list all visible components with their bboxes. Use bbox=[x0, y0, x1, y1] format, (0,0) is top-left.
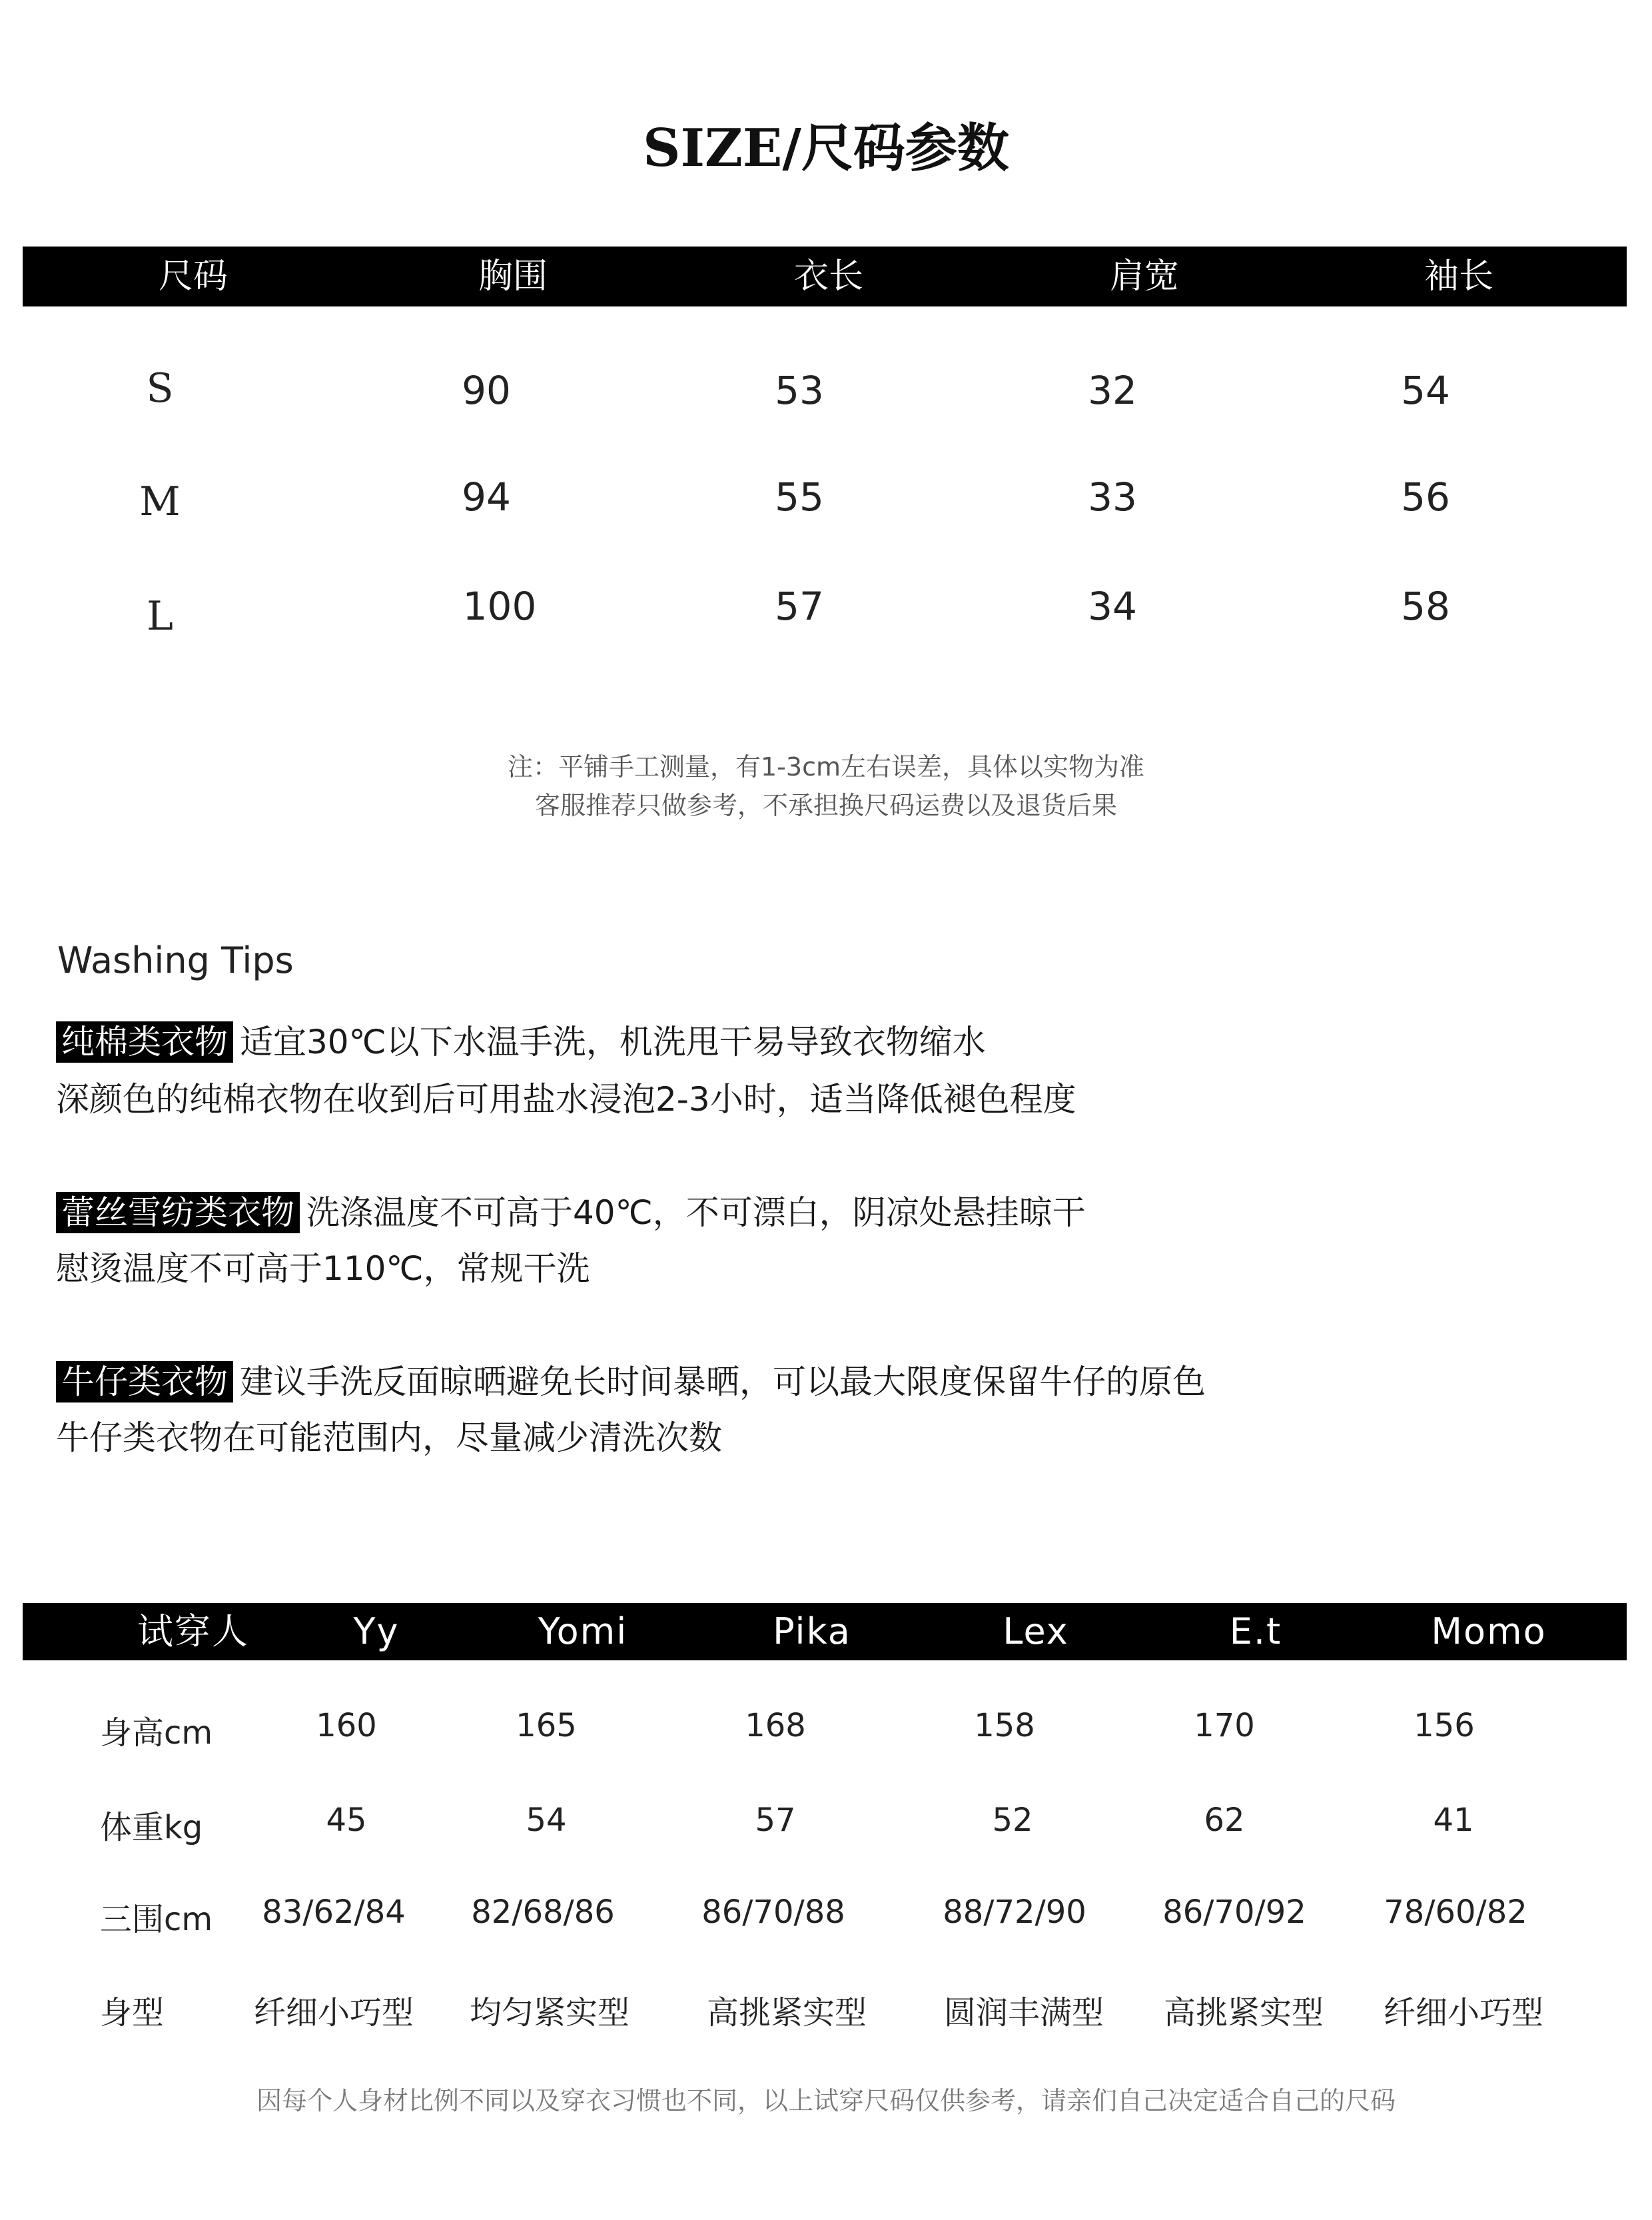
header-length: 衣长 bbox=[793, 257, 863, 296]
washing-text: 适宜30℃以下水温手洗，机洗甩干易导致衣物缩水 bbox=[240, 1023, 986, 1061]
washing-line bbox=[56, 1186, 1086, 1234]
fabric-tag-lace-chiffon: 蕾丝雪纺类衣物 bbox=[56, 1192, 300, 1233]
sleeve-cell: 54 bbox=[1401, 368, 1450, 413]
fit-cell: 高挑紧实型 bbox=[1163, 1994, 1324, 2031]
fit-cell: 158 bbox=[974, 1707, 1035, 1744]
fit-cell: 160 bbox=[316, 1707, 377, 1744]
length-cell: 53 bbox=[775, 368, 824, 413]
fit-cell: 纤细小巧型 bbox=[253, 1994, 414, 2031]
chest-cell: 94 bbox=[462, 474, 511, 520]
fit-cell: 165 bbox=[516, 1707, 577, 1744]
header-model: Yy bbox=[353, 1610, 400, 1652]
size-cell: M bbox=[139, 478, 181, 525]
shoulder-cell: 32 bbox=[1088, 368, 1137, 413]
chest-cell: 90 bbox=[462, 368, 511, 413]
fit-cell: 54 bbox=[526, 1802, 567, 1839]
fit-cell: 168 bbox=[745, 1707, 806, 1744]
header-model: E.t bbox=[1229, 1610, 1282, 1652]
row-label: 身高cm bbox=[100, 1714, 213, 1752]
sleeve-cell: 58 bbox=[1401, 584, 1450, 629]
row-label: 体重kg bbox=[100, 1809, 203, 1846]
size-table-header bbox=[23, 247, 1627, 306]
fit-cell: 82/68/86 bbox=[471, 1894, 615, 1931]
fabric-tag-denim: 牛仔类衣物 bbox=[56, 1361, 233, 1402]
washing-line bbox=[56, 1015, 986, 1063]
washing-text: 洗涤温度不可高于40℃，不可漂白，阴凉处悬挂晾干 bbox=[306, 1193, 1086, 1232]
recommendation-note: 客服推荐只做参考，不承担换尺码运费以及退货后果 bbox=[534, 791, 1117, 820]
fit-cell: 高挑紧实型 bbox=[706, 1994, 867, 2031]
header-size: 尺码 bbox=[158, 257, 228, 296]
header-model: Lex bbox=[1003, 1610, 1069, 1652]
fit-cell: 57 bbox=[755, 1802, 796, 1839]
header-tester: 试穿人 bbox=[137, 1610, 249, 1652]
fit-cell: 86/70/88 bbox=[701, 1894, 845, 1931]
fit-cell: 88/72/90 bbox=[943, 1894, 1086, 1931]
fabric-tag-cotton: 纯棉类衣物 bbox=[56, 1021, 233, 1063]
header-model: Yomi bbox=[538, 1610, 628, 1652]
washing-text: 慰烫温度不可高于110℃，常规干洗 bbox=[56, 1249, 590, 1288]
measurement-note: 注：平铺手工测量，有1-3cm左右误差，具体以实物为准 bbox=[508, 752, 1144, 782]
washing-text: 深颜色的纯棉衣物在收到后可用盐水浸泡2-3小时，适当降低褪色程度 bbox=[56, 1080, 1076, 1119]
fit-cell: 41 bbox=[1433, 1802, 1474, 1839]
fit-cell: 62 bbox=[1204, 1802, 1245, 1839]
row-label: 身型 bbox=[100, 1994, 165, 2031]
footer-note: 因每个人身材比例不同以及穿衣习惯也不同，以上试穿尺码仅供参考，请亲们自己决定适合自己的尺码 bbox=[256, 2086, 1396, 2115]
fit-cell: 86/70/92 bbox=[1162, 1894, 1306, 1931]
header-sleeve: 袖长 bbox=[1424, 257, 1493, 296]
shoulder-cell: 34 bbox=[1088, 584, 1137, 629]
washing-text: 牛仔类衣物在可能范围内，尽量减少清洗次数 bbox=[56, 1418, 722, 1457]
header-model: Momo bbox=[1431, 1610, 1547, 1652]
fit-cell: 圆润丰满型 bbox=[943, 1994, 1104, 2031]
washing-tips-heading: Washing Tips bbox=[57, 939, 294, 981]
page-title: SIZE/尺码参数 bbox=[643, 118, 1009, 179]
fit-table-header bbox=[23, 1603, 1627, 1660]
length-cell: 57 bbox=[775, 584, 824, 629]
fit-cell: 45 bbox=[326, 1802, 367, 1839]
fit-cell: 52 bbox=[992, 1802, 1033, 1839]
fit-cell: 78/60/82 bbox=[1384, 1894, 1527, 1931]
washing-line bbox=[56, 1355, 1206, 1403]
size-cell: L bbox=[147, 593, 173, 640]
fit-cell: 纤细小巧型 bbox=[1383, 1994, 1543, 2031]
chest-cell: 100 bbox=[462, 584, 537, 629]
sleeve-cell: 56 bbox=[1401, 474, 1450, 520]
header-shoulder: 肩宽 bbox=[1109, 257, 1179, 296]
row-label: 三围cm bbox=[100, 1901, 213, 1938]
header-chest: 胸围 bbox=[478, 257, 548, 296]
fit-cell: 83/62/84 bbox=[262, 1894, 406, 1931]
length-cell: 55 bbox=[775, 474, 824, 520]
size-cell: S bbox=[146, 365, 174, 412]
header-model: Pika bbox=[773, 1610, 851, 1652]
fit-cell: 均匀紧实型 bbox=[469, 1994, 629, 2031]
fit-cell: 156 bbox=[1414, 1707, 1475, 1744]
shoulder-cell: 33 bbox=[1088, 474, 1137, 520]
washing-text: 建议手洗反面晾晒避免长时间暴晒，可以最大限度保留牛仔的原色 bbox=[240, 1363, 1206, 1401]
fit-cell: 170 bbox=[1194, 1707, 1255, 1744]
